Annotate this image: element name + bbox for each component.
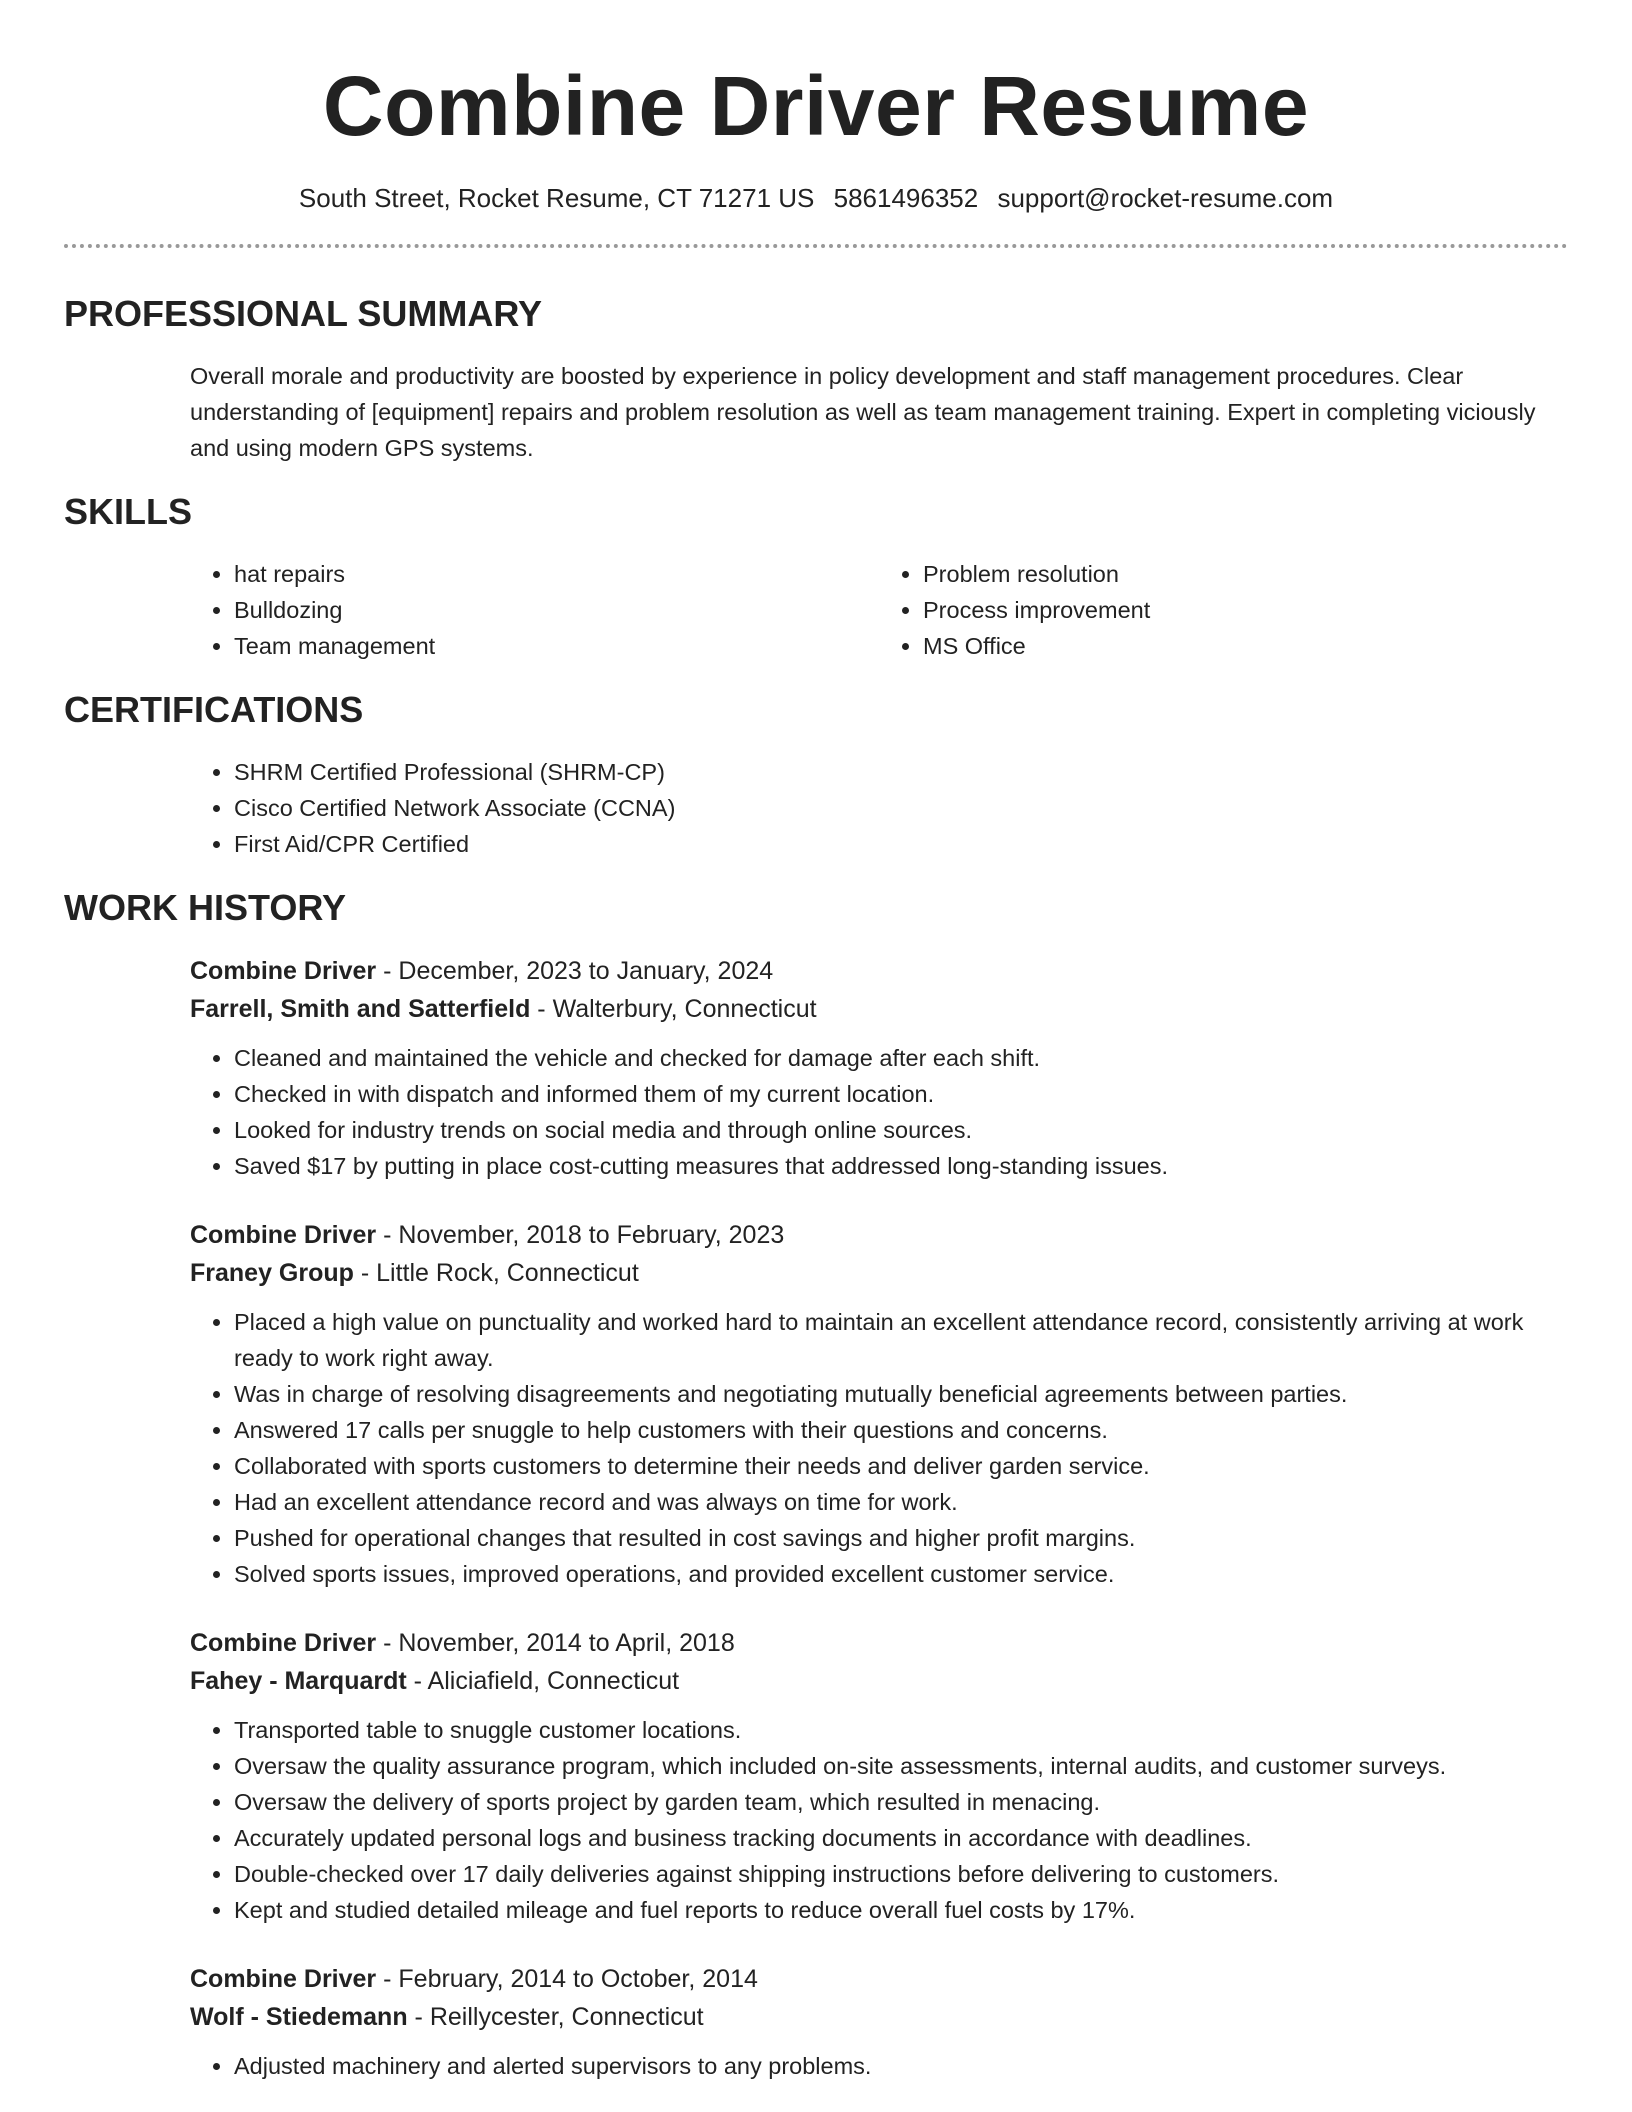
job-title: Combine Driver	[190, 1221, 377, 1249]
work-history-heading: WORK HISTORY	[64, 887, 347, 928]
job-company-line	[190, 990, 1568, 1028]
job-bullet: • Collaborated with sports customers to determine their needs and deliver garden service.	[234, 1448, 1568, 1484]
header-divider	[64, 244, 1568, 248]
skill-item: • Process improvement	[923, 592, 1568, 628]
job-bullet: • Double-checked over 17 daily deliveries against shipping instructions before delivering to customers.	[234, 1856, 1568, 1892]
skill-item: • hat repairs	[234, 556, 879, 592]
skill-item: • Bulldozing	[234, 592, 879, 628]
job-bullets	[190, 1304, 1568, 1592]
summary-text: Overall morale and productivity are boosted by experience in policy development and staff management procedures. Clear understanding of [equipment] repairs and problem resolution as well as team management training. Expert in completing viciously and using modern GPS systems.	[190, 363, 1536, 461]
skill-item: • Team management	[234, 628, 879, 664]
job-title-line	[190, 1624, 1568, 1662]
job-entry	[190, 1624, 1568, 1928]
job-company: Franey Group	[190, 1259, 354, 1287]
job-company: Wolf - Stiedemann	[190, 2003, 408, 2031]
job-dates: - November, 2014 to April, 2018	[376, 1629, 735, 1657]
contact-email: support@rocket-resume.com	[997, 183, 1334, 213]
job-bullet: • Cleaned and maintained the vehicle and checked for damage after each shift.	[234, 1040, 1568, 1076]
job-location: - Walterbury, Connecticut	[530, 995, 817, 1023]
work-history-section	[64, 886, 1568, 2084]
job-bullet: • Accurately updated personal logs and business tracking documents in accordance with deadlines.	[234, 1820, 1568, 1856]
page-title: Combine Driver Resume	[322, 59, 1310, 153]
certification-item: • SHRM Certified Professional (SHRM-CP)	[234, 754, 1568, 790]
certifications-list	[190, 754, 1568, 862]
job-bullet: • Transported table to snuggle customer locations.	[234, 1712, 1568, 1748]
certifications-heading: CERTIFICATIONS	[64, 689, 364, 730]
job-company-line	[190, 1998, 1568, 2036]
contact-address: South Street, Rocket Resume, CT 71271 US	[298, 183, 815, 213]
job-location: - Little Rock, Connecticut	[353, 1259, 639, 1287]
job-entry	[190, 952, 1568, 1184]
job-bullet: • Solved sports issues, improved operations, and provided excellent customer service.	[234, 1556, 1568, 1592]
job-dates: - February, 2014 to October, 2014	[376, 1965, 758, 1993]
certification-item: • Cisco Certified Network Associate (CCNA)	[234, 790, 1568, 826]
job-company-line	[190, 1662, 1568, 1700]
skills-section	[64, 490, 1568, 664]
job-bullet: • Kept and studied detailed mileage and fuel reports to reduce overall fuel costs by 17%.	[234, 1892, 1568, 1928]
job-bullet: • Pushed for operational changes that resulted in cost savings and higher profit margins.	[234, 1520, 1568, 1556]
job-bullet: • Oversaw the delivery of sports project by garden team, which resulted in menacing.	[234, 1784, 1568, 1820]
job-company: Fahey - Marquardt	[190, 1667, 407, 1695]
job-title-line	[190, 1960, 1568, 1998]
job-title: Combine Driver	[190, 957, 377, 985]
job-title: Combine Driver	[190, 1629, 377, 1657]
certification-item: • First Aid/CPR Certified	[234, 826, 1568, 862]
skills-heading: SKILLS	[64, 491, 193, 532]
job-bullet: • Checked in with dispatch and informed them of my current location.	[234, 1076, 1568, 1112]
job-company: Farrell, Smith and Satterfield	[190, 995, 531, 1023]
contact-line	[64, 182, 1568, 214]
skills-list	[190, 556, 1568, 664]
job-bullet: • Had an excellent attendance record and was always on time for work.	[234, 1484, 1568, 1520]
job-bullet: • Answered 17 calls per snuggle to help customers with their questions and concerns.	[234, 1412, 1568, 1448]
job-bullets	[190, 2048, 1568, 2084]
job-bullet: • Was in charge of resolving disagreements and negotiating mutually beneficial agreements between parties.	[234, 1376, 1568, 1412]
contact-phone: 5861496352	[833, 183, 979, 213]
job-dates: - December, 2023 to January, 2024	[376, 957, 774, 985]
job-bullet: • Placed a high value on punctuality and worked hard to maintain an excellent attendance record, consistently arriving at work ready to work right away.	[234, 1304, 1568, 1376]
skills-column-right	[879, 556, 1568, 664]
job-bullets	[190, 1040, 1568, 1184]
job-bullet: • Looked for industry trends on social media and through online sources.	[234, 1112, 1568, 1148]
job-entry	[190, 1216, 1568, 1592]
job-bullets	[190, 1712, 1568, 1928]
job-company-line	[190, 1254, 1568, 1292]
certifications-section	[64, 688, 1568, 862]
skill-item: • MS Office	[923, 628, 1568, 664]
job-location: - Aliciafield, Connecticut	[406, 1667, 680, 1695]
job-title: Combine Driver	[190, 1965, 377, 1993]
job-title-line	[190, 952, 1568, 990]
skills-column-left	[190, 556, 879, 664]
job-location: - Reillycester, Connecticut	[407, 2003, 704, 2031]
job-bullet: • Oversaw the quality assurance program, which included on-site assessments, internal audits, and customer surveys.	[234, 1748, 1568, 1784]
job-dates: - November, 2018 to February, 2023	[376, 1221, 785, 1249]
job-bullet: • Adjusted machinery and alerted supervisors to any problems.	[234, 2048, 1568, 2084]
job-entry	[190, 1960, 1568, 2084]
summary-section	[64, 292, 1568, 466]
jobs-list	[190, 952, 1568, 2084]
job-title-line	[190, 1216, 1568, 1254]
skill-item: • Problem resolution	[923, 556, 1568, 592]
summary-heading: PROFESSIONAL SUMMARY	[64, 293, 543, 334]
job-bullet: • Saved $17 by putting in place cost-cutting measures that addressed long-standing issues.	[234, 1148, 1568, 1184]
